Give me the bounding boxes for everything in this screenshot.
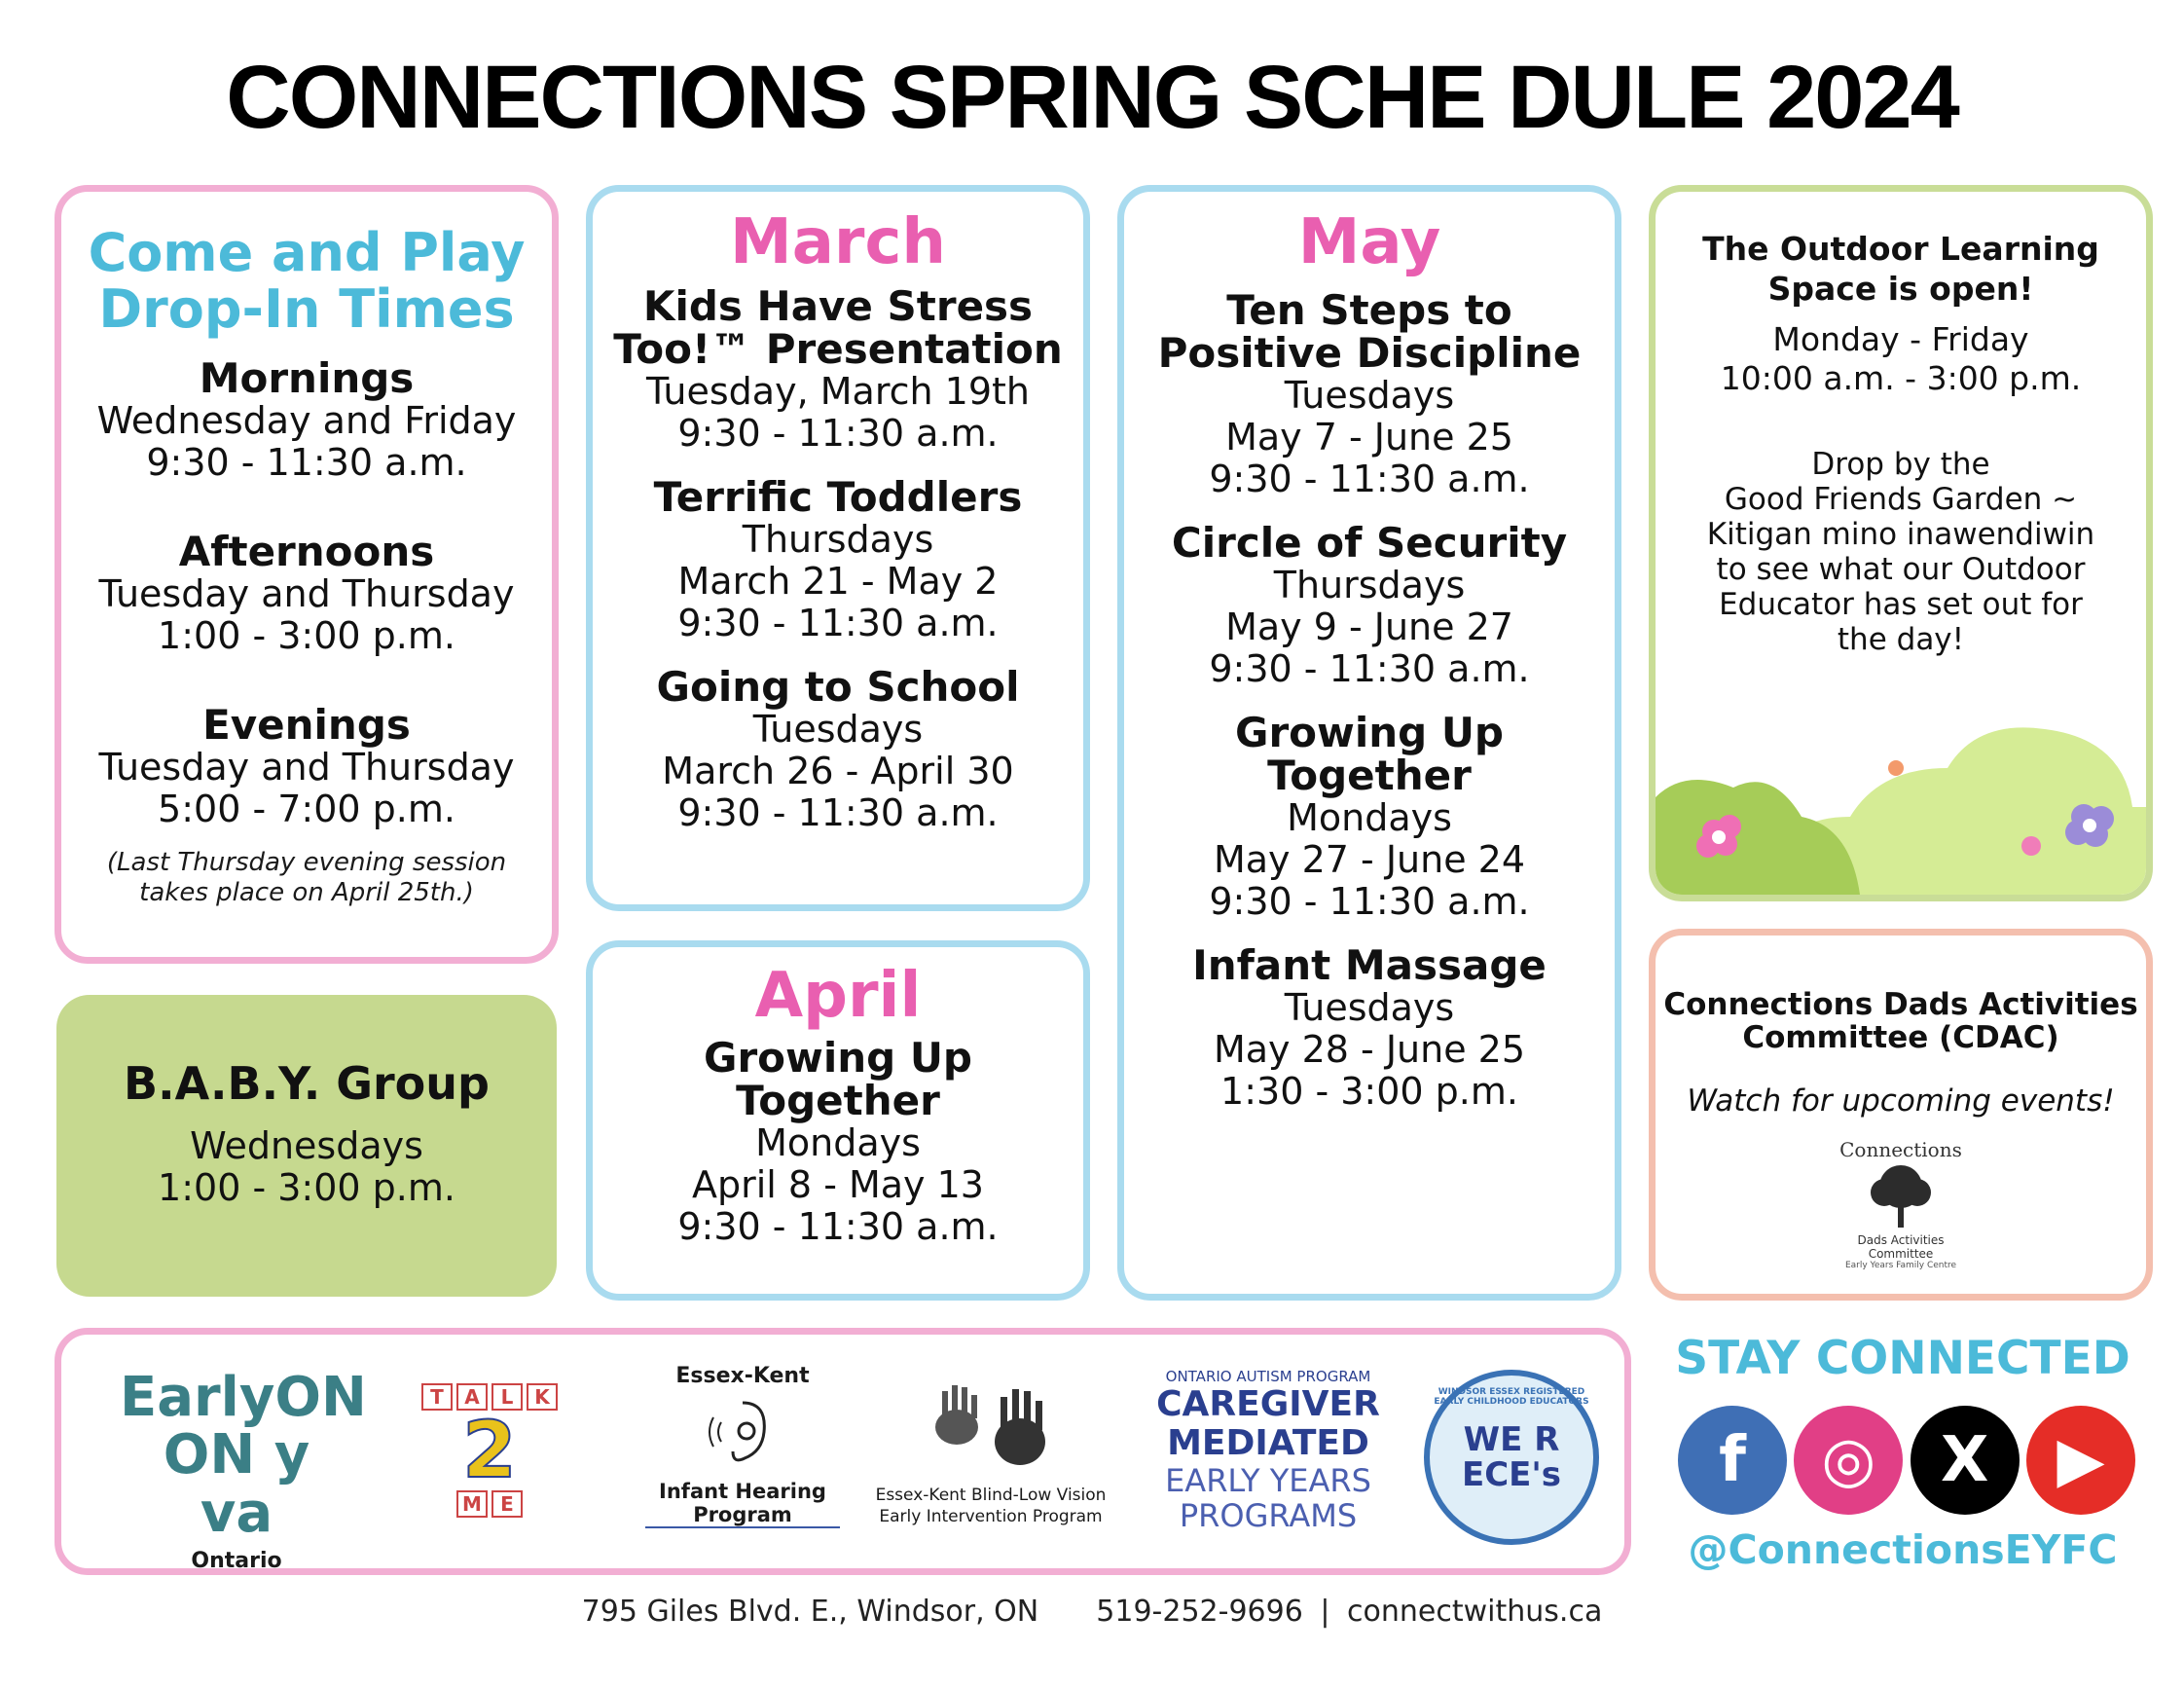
april-panel	[586, 940, 1090, 1301]
cdac-watch: Watch for upcoming events!	[1687, 1083, 2115, 1119]
march-panel	[586, 185, 1090, 911]
cdac-logo-top: Connections	[1839, 1138, 1962, 1161]
talk2me-logo	[397, 1383, 582, 1529]
evenings-label: Evenings	[202, 701, 411, 749]
cdac-logo	[1833, 1138, 1969, 1270]
autism-program-logo	[1151, 1368, 1385, 1533]
outdoor-days: Monday - Friday	[1772, 320, 2029, 358]
earlyon-text-1: EarlyON	[120, 1366, 367, 1429]
footer-phone: 519-252-9696	[1096, 1595, 1303, 1629]
garden-bushes-illustration	[1656, 710, 2146, 895]
talk-letter: A	[456, 1383, 488, 1411]
x-icon[interactable]: X	[1911, 1406, 2020, 1515]
outdoor-desc-5: Educator has set out for	[1719, 587, 2083, 622]
tree-icon	[1857, 1161, 1945, 1229]
essex-title: Essex-Kent	[675, 1364, 810, 1388]
outdoor-title-2: Space is open!	[1767, 270, 2034, 308]
talk-number: 2	[462, 1405, 517, 1495]
facebook-icon[interactable]: f	[1678, 1406, 1787, 1515]
mornings-days: Wednesday and Friday	[96, 399, 517, 442]
outdoor-desc-4: to see what our Outdoor	[1716, 552, 2086, 587]
april-program-title-2: Together	[736, 1077, 940, 1124]
baby-group-panel	[56, 995, 557, 1297]
talk-letter: K	[527, 1383, 558, 1411]
earlyon-logo	[120, 1366, 367, 1573]
footer: 795 Giles Blvd. E., Windsor, ON 519-252-9696 | connectwithus.ca	[581, 1595, 1603, 1629]
handprints-icon	[913, 1374, 1069, 1481]
cdac-panel	[1649, 929, 2153, 1301]
baby-group-days: Wednesdays	[190, 1124, 423, 1167]
may-program-1-title-1: Ten Steps to	[1226, 286, 1512, 334]
may-program-3-time: 9:30 - 11:30 a.m.	[1209, 880, 1530, 923]
afternoons-label: Afternoons	[178, 528, 435, 575]
may-program-1-days: Tuesdays	[1284, 374, 1455, 417]
talk-letter: T	[421, 1383, 453, 1411]
ear-icon	[704, 1388, 782, 1476]
evenings-time: 5:00 - 7:00 p.m.	[158, 788, 455, 830]
autism-text-3: EARLY YEARS	[1165, 1462, 1371, 1499]
talk-letter: L	[491, 1383, 523, 1411]
cdac-title-2: Committee (CDAC)	[1742, 1020, 2059, 1055]
evening-note-1: (Last Thursday evening session	[106, 848, 507, 877]
cdac-logo-small: Early Years Family Centre	[1844, 1261, 1957, 1270]
march-program-1-time: 9:30 - 11:30 a.m.	[677, 412, 999, 455]
april-program-time: 9:30 - 11:30 a.m.	[677, 1205, 999, 1248]
partners-panel	[55, 1328, 1631, 1575]
me-letter: E	[491, 1490, 523, 1518]
may-panel	[1117, 185, 1621, 1301]
social-icons	[1678, 1406, 2135, 1515]
may-program-4-dates: May 28 - June 25	[1213, 1028, 1526, 1071]
may-program-1-dates: May 7 - June 25	[1225, 416, 1513, 459]
outdoor-desc-6: the day!	[1837, 622, 1965, 657]
essex-sub-1: Infant Hearing	[659, 1480, 826, 1503]
may-program-2-days: Thursdays	[1273, 564, 1466, 606]
april-program-dates: April 8 - May 13	[692, 1163, 984, 1206]
may-program-2-title: Circle of Security	[1171, 519, 1568, 567]
march-heading: March	[730, 206, 946, 278]
march-program-3-dates: March 26 - April 30	[662, 750, 1014, 792]
outdoor-panel	[1649, 185, 2153, 901]
outdoor-desc-3: Kitigan mino inawendiwin	[1706, 517, 2095, 552]
footer-website[interactable]: connectwithus.ca	[1347, 1595, 1603, 1629]
autism-text-4: PROGRAMS	[1179, 1497, 1358, 1534]
march-program-2-days: Thursdays	[742, 518, 934, 561]
april-program-title-1: Growing Up	[704, 1034, 972, 1082]
baby-group-title: B.A.B.Y. Group	[124, 1057, 490, 1110]
afternoons-days: Tuesday and Thursday	[98, 572, 515, 615]
me-letter: M	[456, 1490, 488, 1518]
mornings-label: Mornings	[199, 354, 415, 402]
march-program-2-title: Terrific Toddlers	[653, 473, 1023, 521]
march-program-1-title-1: Kids Have Stress	[642, 282, 1034, 330]
may-program-1-time: 9:30 - 11:30 a.m.	[1209, 458, 1530, 500]
mornings-time: 9:30 - 11:30 a.m.	[146, 441, 467, 484]
evening-note-2: takes place on April 25th.)	[139, 878, 474, 907]
outdoor-title-1: The Outdoor Learning	[1702, 230, 2099, 268]
autism-text-2: MEDIATED	[1167, 1423, 1369, 1463]
social-handle[interactable]: @ConnectionsEYFC	[1688, 1526, 2118, 1573]
instagram-icon[interactable]: ◎	[1794, 1406, 1903, 1515]
earlyon-text-2: ON y va	[163, 1423, 310, 1545]
may-program-3-dates: May 27 - June 24	[1213, 838, 1526, 881]
baby-group-time: 1:00 - 3:00 p.m.	[158, 1166, 455, 1209]
may-program-4-days: Tuesdays	[1284, 986, 1455, 1029]
page-title: CONNECTIONS SPRING SCHE DULE 2024	[226, 48, 1958, 147]
youtube-icon[interactable]: ▶	[2026, 1406, 2135, 1515]
march-program-2-dates: March 21 - May 2	[677, 560, 999, 603]
essex-sub-2: Program	[645, 1503, 840, 1528]
evenings-days: Tuesday and Thursday	[98, 746, 515, 789]
cdac-title-1: Connections Dads Activities	[1663, 987, 2138, 1022]
may-program-1-title-2: Positive Discipline	[1157, 329, 1582, 377]
may-heading: May	[1297, 206, 1441, 278]
march-program-3-title: Going to School	[656, 663, 1020, 711]
ece-logo	[1424, 1370, 1599, 1545]
april-heading: April	[754, 960, 922, 1032]
drop-in-panel	[55, 185, 559, 964]
outdoor-desc-2: Good Friends Garden ~	[1724, 482, 2078, 517]
drop-in-heading-2: Drop-In Times	[98, 278, 515, 340]
blind-low-vision-logo	[859, 1374, 1122, 1527]
ece-ring-text: WINDSOR ESSEX REGISTERED EARLY CHILDHOOD EDUCATORS	[1434, 1387, 1589, 1407]
may-program-4-title: Infant Massage	[1192, 941, 1547, 989]
afternoons-time: 1:00 - 3:00 p.m.	[158, 614, 455, 657]
outdoor-desc-1: Drop by the	[1811, 447, 1990, 482]
april-program-days: Mondays	[755, 1121, 921, 1164]
ece-text-1: WE R	[1463, 1420, 1560, 1459]
march-program-1-days: Tuesday, March 19th	[645, 370, 1030, 413]
may-program-3-days: Mondays	[1287, 796, 1452, 839]
cdac-logo-bottom: Dads Activities Committee	[1857, 1233, 1945, 1261]
outdoor-time: 10:00 a.m. - 3:00 p.m.	[1720, 359, 2082, 397]
ece-text-2: ECE's	[1461, 1455, 1562, 1494]
blind-text-2: Early Intervention Program	[879, 1507, 1103, 1526]
march-program-3-time: 9:30 - 11:30 a.m.	[677, 791, 999, 834]
drop-in-heading-1: Come and Play	[88, 222, 526, 283]
ontario-text: Ontario	[191, 1549, 282, 1573]
may-program-4-time: 1:30 - 3:00 p.m.	[1220, 1070, 1518, 1113]
footer-address: 795 Giles Blvd. E., Windsor, ON	[581, 1595, 1039, 1629]
infant-hearing-logo	[645, 1364, 840, 1528]
stay-connected-heading: STAY CONNECTED	[1675, 1332, 2130, 1385]
autism-text-1: CAREGIVER	[1156, 1384, 1380, 1424]
march-program-1-title-2: Too!™ Presentation	[613, 325, 1063, 373]
blind-text-1: Essex-Kent Blind-Low Vision	[875, 1486, 1107, 1505]
march-program-2-time: 9:30 - 11:30 a.m.	[677, 602, 999, 644]
autism-top: ONTARIO AUTISM PROGRAM	[1165, 1368, 1371, 1385]
may-program-3-title-1: Growing Up	[1235, 709, 1504, 756]
march-program-3-days: Tuesdays	[752, 708, 924, 751]
may-program-2-time: 9:30 - 11:30 a.m.	[1209, 647, 1530, 690]
may-program-2-dates: May 9 - June 27	[1225, 605, 1513, 648]
may-program-3-title-2: Together	[1267, 752, 1472, 799]
